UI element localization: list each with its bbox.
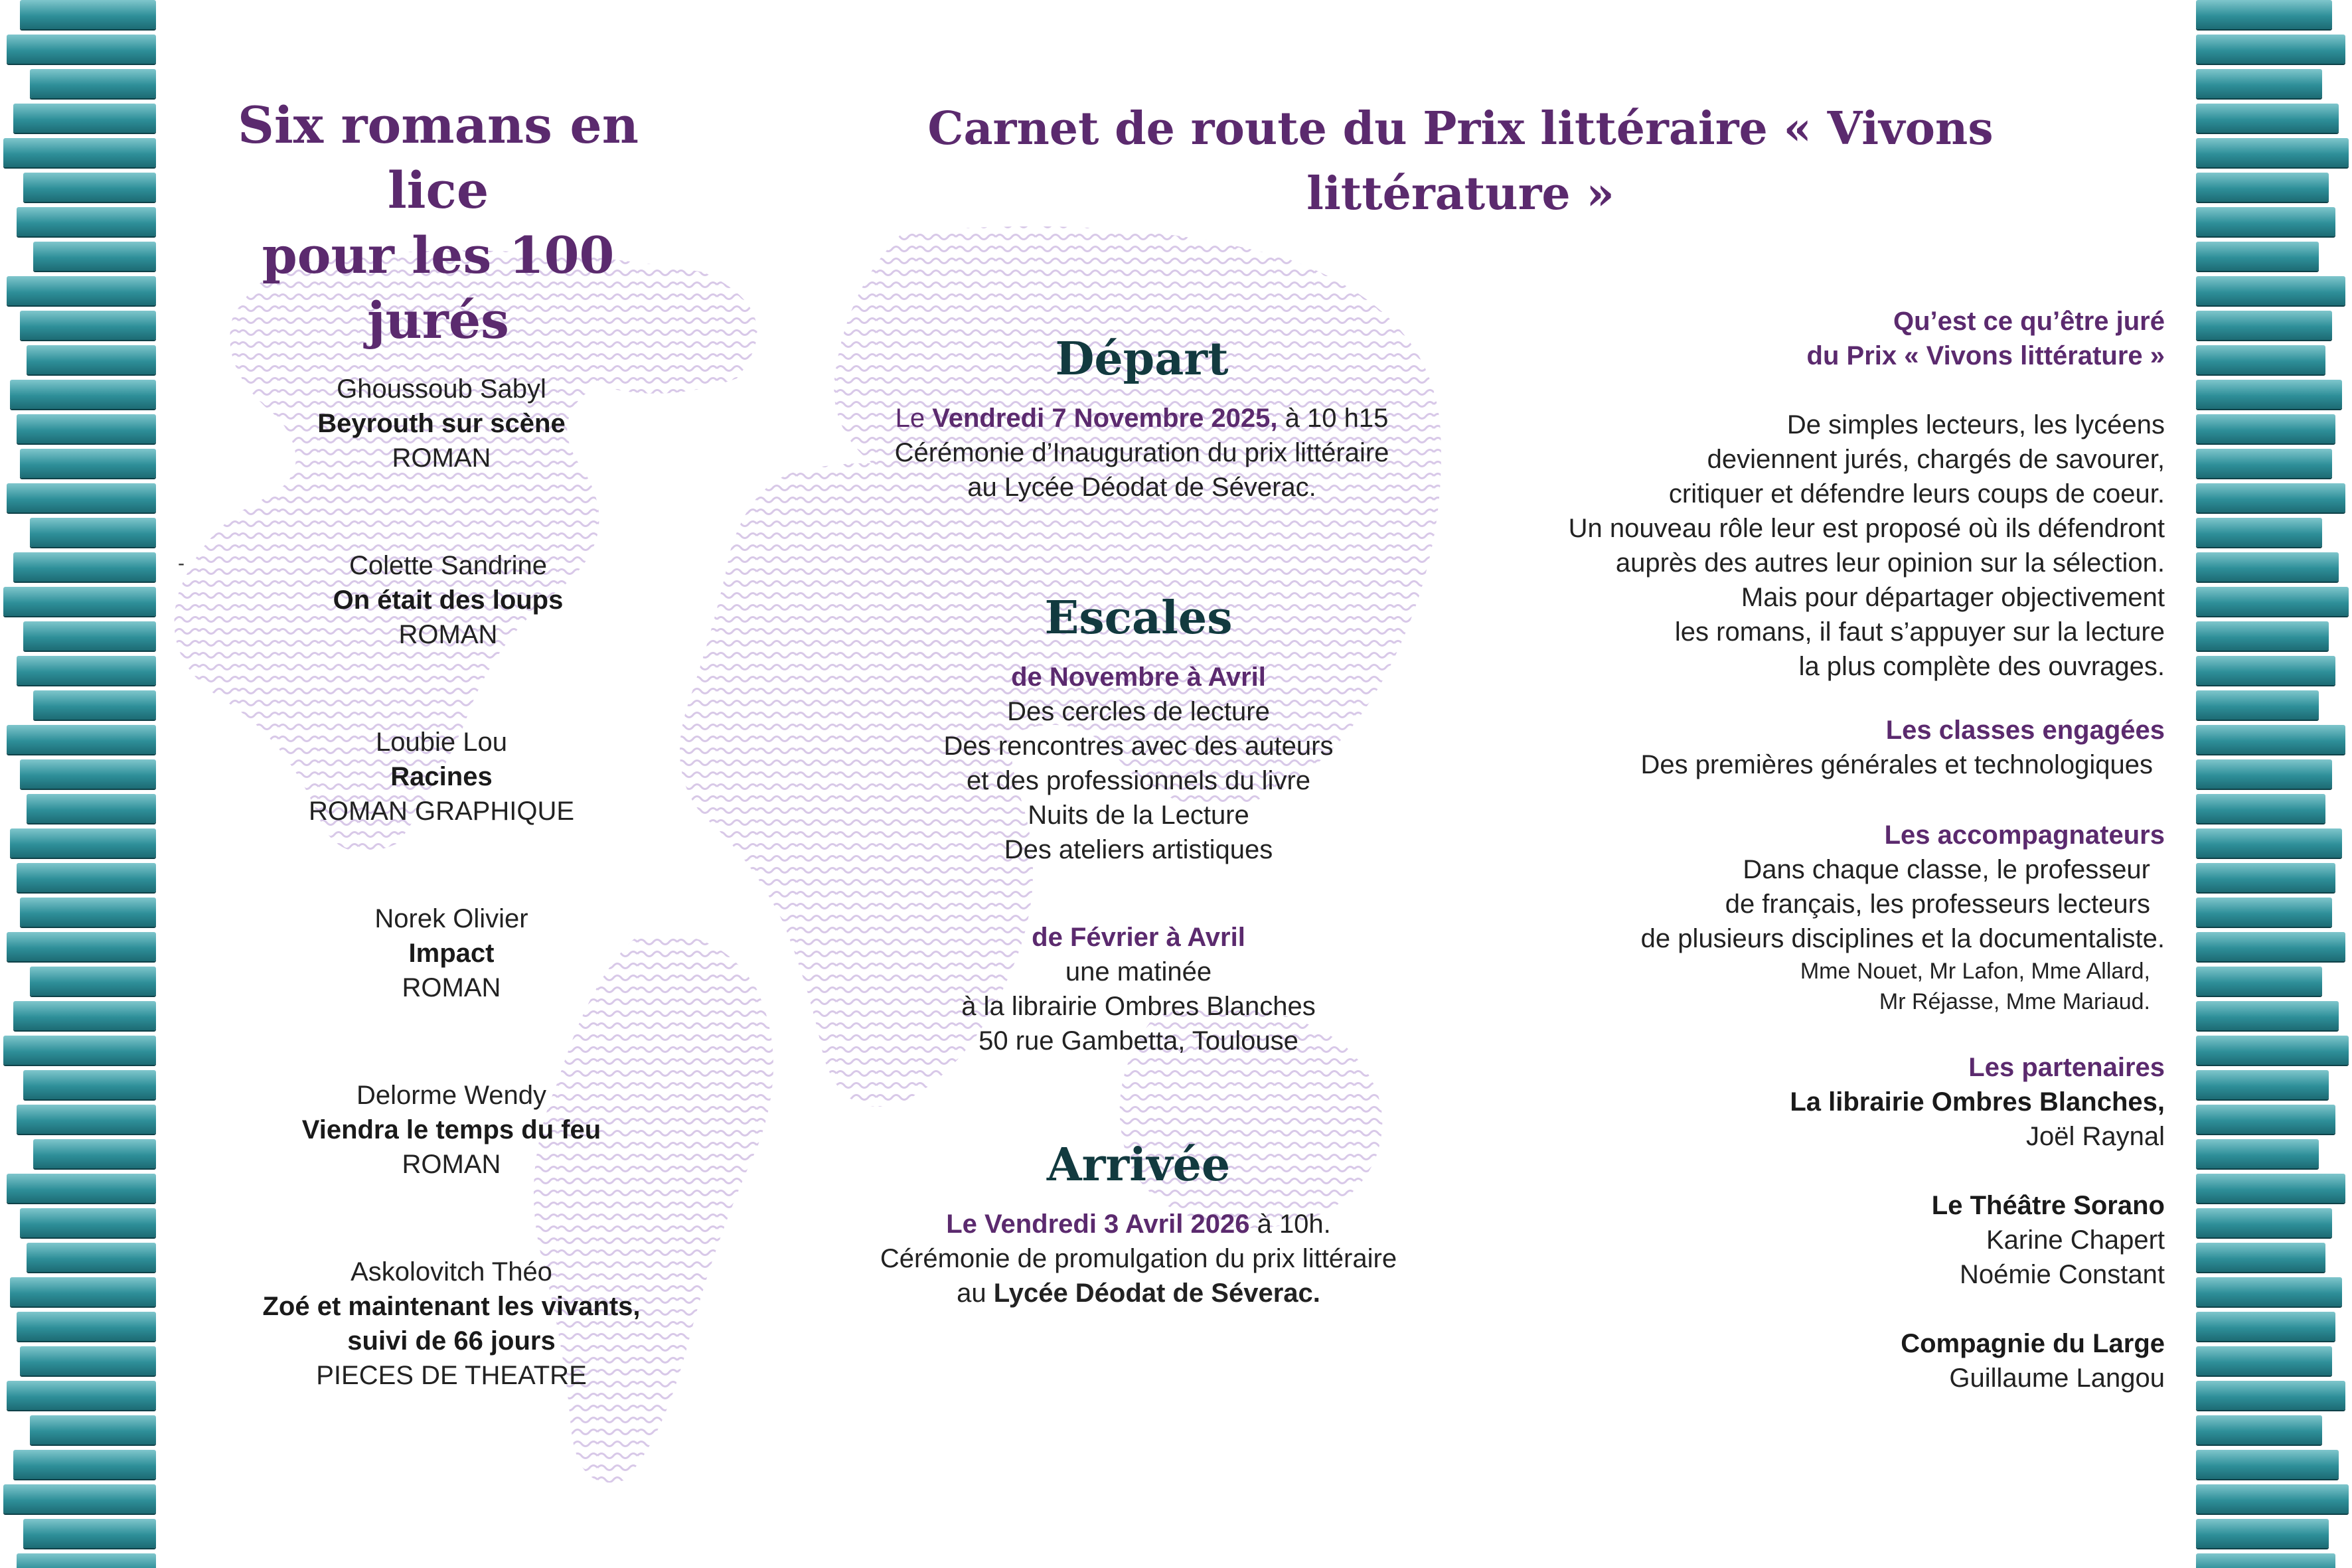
- jure-line: deviennent jurés, chargés de savourer,: [1707, 445, 2165, 474]
- book-spine: [2196, 1243, 2325, 1272]
- main-title: Carnet de route du Prix littéraire « Vivons littérature »: [927, 102, 1994, 220]
- jure-line: auprès des autres leur opinion sur la sélection.: [1615, 548, 2165, 578]
- escales-line: et des professionnels du livre: [966, 766, 1311, 795]
- depart-line: au Lycée Déodat de Séverac.: [967, 473, 1316, 502]
- jure-line: la plus complète des ouvrages.: [1798, 652, 2165, 681]
- book-spine: [2196, 1450, 2339, 1479]
- book-spine: [2196, 1070, 2329, 1099]
- accompagnateurs-section: [1435, 818, 2165, 1017]
- arrivee-time: à 10h.: [1257, 1210, 1331, 1239]
- book-spine: [2196, 449, 2332, 478]
- accompagnateurs-names: Mme Nouet, Mr Lafon, Mme Allard,: [1800, 959, 2150, 984]
- book-spine: [2196, 207, 2335, 236]
- escales-heading: Escales: [1044, 591, 1233, 645]
- book-spine: [2196, 483, 2345, 512]
- novel-title: Impact: [408, 939, 495, 968]
- book-spine: [2196, 1519, 2329, 1548]
- classes-section: [1435, 713, 2165, 782]
- book-spine: [2196, 898, 2332, 927]
- book-spine: [2196, 759, 2332, 789]
- book-spine: [2196, 1139, 2319, 1168]
- jure-heading-line-1: Qu’est ce qu’être juré: [1893, 307, 2165, 336]
- stray-dash: -: [178, 552, 185, 574]
- novel-author: Delorme Wendy: [356, 1081, 547, 1110]
- jure-line: critiquer et défendre leurs coups de coeur.: [1668, 479, 2165, 509]
- book-spine: [2196, 414, 2335, 443]
- depart-date-line: [836, 401, 1447, 435]
- depart-date: Vendredi 7 Novembre 2025,: [932, 404, 1278, 433]
- partner-name: Le Théâtre Sorano: [1931, 1191, 2165, 1220]
- arrivee-section: [830, 1138, 1447, 1310]
- arrivee-line: Cérémonie de promulgation du prix littéraire: [880, 1244, 1397, 1273]
- book-spine: [2196, 621, 2329, 651]
- jure-line: De simples lecteurs, les lycéens: [1786, 410, 2165, 439]
- classes-heading: Les classes engagées: [1885, 716, 2165, 745]
- arrivee-heading: Arrivée: [1046, 1138, 1231, 1192]
- accompagnateurs-names: Mr Réjasse, Mme Mariaud.: [1879, 989, 2150, 1014]
- book-stack-right: [2196, 0, 2352, 1568]
- book-spine: [2196, 1277, 2342, 1306]
- novel-title: Viendra le temps du feu: [301, 1115, 601, 1144]
- novels-title-line-2: pour les 100 jurés: [262, 226, 615, 350]
- arrivee-au: au: [957, 1279, 986, 1308]
- novel-author: Norek Olivier: [374, 904, 528, 933]
- book-spine: [2196, 276, 2345, 305]
- jure-heading: [1435, 304, 2165, 373]
- book-spine: [2196, 69, 2322, 98]
- book-spine: [30, 69, 156, 98]
- book-spine: [2196, 0, 2332, 29]
- book-spine: [23, 1519, 156, 1548]
- novel-genre: ROMAN GRAPHIQUE: [308, 797, 575, 826]
- book-spine: [23, 173, 156, 202]
- accompagnateurs-line: de français, les professeurs lecteurs: [1725, 890, 2150, 919]
- book-spine: [2196, 518, 2322, 547]
- depart-time: à 10 h15: [1285, 404, 1389, 433]
- jure-line: les romans, il faut s’appuyer sur la lecture: [1674, 617, 2165, 647]
- accompagnateurs-heading: Les accompagnateurs: [1884, 821, 2165, 850]
- escales-period-1: de Novembre à Avril: [1011, 663, 1266, 692]
- escales-section: [830, 591, 1447, 1058]
- novel-genre: ROMAN: [402, 973, 501, 1002]
- depart-le: Le: [895, 404, 925, 433]
- book-spine: [2196, 863, 2335, 892]
- novel-author: Askolovitch Théo: [351, 1257, 552, 1287]
- partner-item: [1435, 1085, 2165, 1154]
- partner-person: Guillaume Langou: [1949, 1364, 2165, 1393]
- partenaires-heading: Les partenaires: [1968, 1053, 2165, 1082]
- novel-title: On était des loups: [333, 586, 564, 615]
- escales-line: une matinée: [1065, 957, 1212, 986]
- novel-title: Zoé et maintenant les vivants,: [262, 1292, 641, 1321]
- partner-item: [1435, 1326, 2165, 1395]
- escales-line: Des rencontres avec des auteurs: [943, 732, 1334, 761]
- escales-line: à la librairie Ombres Blanches: [961, 992, 1316, 1021]
- novel-title: Racines: [390, 762, 493, 791]
- itinerary: [850, 332, 1447, 1310]
- book-spine: [2196, 794, 2325, 823]
- book-spine: [2196, 725, 2345, 754]
- book-spine: [2196, 1001, 2339, 1030]
- book-spine: [7, 35, 156, 64]
- book-spine: [2196, 1484, 2349, 1514]
- escales-period-2: de Février à Avril: [1032, 923, 1245, 952]
- novel-item: [199, 725, 684, 828]
- arrivee-date-line: [830, 1207, 1447, 1241]
- book-spine: [2196, 173, 2329, 202]
- book-spine: [2196, 311, 2332, 340]
- book-spine: [2196, 932, 2345, 961]
- book-spine: [2196, 1381, 2345, 1410]
- jure-line: Mais pour départager objectivement: [1741, 583, 2165, 612]
- book-spine: [2196, 1553, 2335, 1568]
- novel-item: [219, 902, 684, 1005]
- book-spine: [2196, 380, 2342, 409]
- partner-item: [1435, 1188, 2165, 1292]
- novel-genre: ROMAN: [402, 1150, 501, 1179]
- novel-genre: ROMAN: [392, 443, 491, 473]
- depart-heading: Départ: [1055, 333, 1229, 386]
- novel-title: Beyrouth sur scène: [317, 409, 566, 438]
- arrivee-place-line: [830, 1276, 1447, 1310]
- accompagnateurs-line: de plusieurs disciplines et la documentaliste.: [1640, 924, 2165, 953]
- book-spine: [13, 104, 156, 133]
- novel-list: [219, 372, 684, 1466]
- novel-genre: PIECES DE THEATRE: [316, 1361, 587, 1390]
- accompagnateurs-line: Dans chaque classe, le professeur: [1743, 855, 2150, 884]
- novel-item: [199, 372, 684, 475]
- jure-text: [1435, 408, 2165, 684]
- jury-info: [1435, 304, 2165, 1395]
- book-spine: [17, 1553, 156, 1568]
- jure-heading-line-2: du Prix « Vivons littérature »: [1806, 341, 2165, 370]
- book-spine: [20, 0, 156, 29]
- escales-line: Des cercles de lecture: [1007, 697, 1270, 726]
- novel-item: [219, 1078, 684, 1182]
- book-spine: [2196, 1312, 2335, 1341]
- partner-person: Joël Raynal: [2025, 1122, 2165, 1151]
- book-spine: [2196, 1208, 2332, 1237]
- novel-author: Ghoussoub Sabyl: [337, 374, 546, 404]
- novel-item: [212, 548, 684, 652]
- novel-title-continued: suivi de 66 jours: [347, 1326, 556, 1356]
- book-spine: [2196, 138, 2349, 167]
- partenaires-section: [1435, 1050, 2165, 1395]
- book-spine: [2196, 1174, 2345, 1203]
- partner-person: Noémie Constant: [1959, 1260, 2165, 1289]
- book-spine: [2196, 690, 2319, 720]
- book-spine: [3, 138, 156, 167]
- novel-genre: ROMAN: [398, 620, 498, 649]
- book-spine: [2196, 242, 2319, 271]
- classes-line: Des premières générales et technologiques: [1640, 750, 2153, 779]
- depart-line: Cérémonie d’Inauguration du prix littéraire: [894, 438, 1389, 467]
- novel-item: [219, 1255, 684, 1393]
- book-spine: [2196, 1346, 2332, 1375]
- depart-section: [836, 332, 1447, 505]
- partner-person: Karine Chapert: [1986, 1225, 2165, 1255]
- escales-line: 50 rue Gambetta, Toulouse: [979, 1026, 1298, 1056]
- novels-title: [219, 93, 657, 353]
- book-spine: [2196, 552, 2339, 582]
- book-spine: [2196, 35, 2345, 64]
- book-spine: [2196, 828, 2342, 858]
- arrivee-place: Lycée Déodat de Séverac.: [993, 1279, 1320, 1308]
- novel-author: Colette Sandrine: [349, 551, 547, 580]
- novel-author: Loubie Lou: [376, 728, 507, 757]
- escales-line: Nuits de la Lecture: [1028, 801, 1249, 830]
- partner-name: Compagnie du Large: [1901, 1329, 2165, 1358]
- book-spine: [2196, 656, 2335, 685]
- partner-name: La librairie Ombres Blanches,: [1790, 1087, 2165, 1117]
- book-spine: [2196, 1036, 2349, 1065]
- book-spine: [2196, 967, 2322, 996]
- book-spine: [2196, 587, 2349, 616]
- book-spine: [2196, 345, 2325, 374]
- escales-line: Des ateliers artistiques: [1004, 835, 1273, 864]
- arrivee-date: Le Vendredi 3 Avril 2026: [946, 1210, 1250, 1239]
- book-spine: [2196, 1415, 2322, 1445]
- book-spine: [2196, 104, 2339, 133]
- jure-line: Un nouveau rôle leur est proposé où ils défendront: [1568, 514, 2165, 543]
- book-spine: [2196, 1105, 2335, 1134]
- novels-title-line-1: Six romans en lice: [237, 96, 639, 220]
